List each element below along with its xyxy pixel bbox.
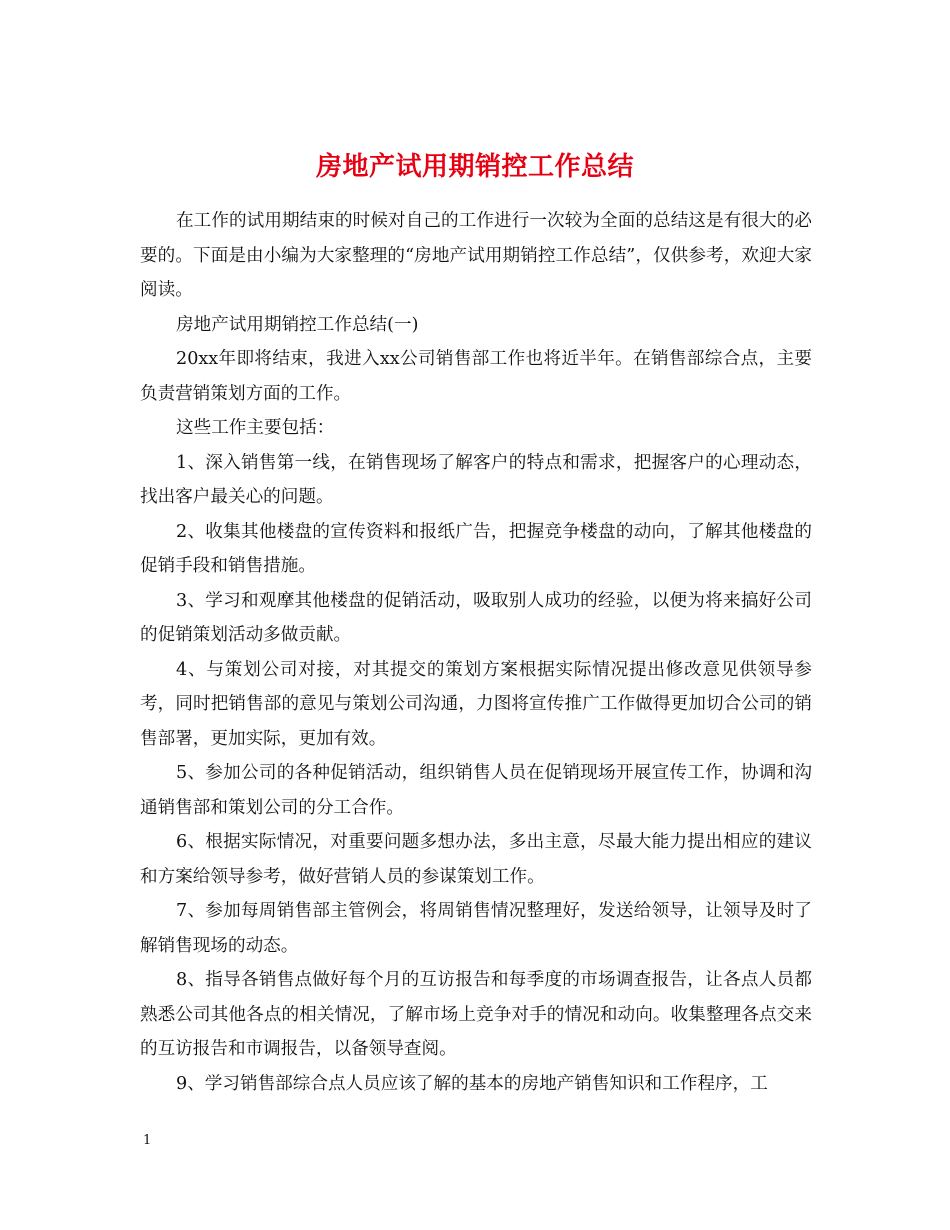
page-number: 1 — [143, 1133, 152, 1148]
list-item: 4、与策划公司对接，对其提交的策划方案根据实际情况提出修改意见供领导参考，同时把销售部的意见与策划公司沟通，力图将宣传推广工作做得更加切合公司的销售部署，更加实际，更加有效。 — [140, 659, 812, 749]
list-item: 5、参加公司的各种促销活动，组织销售人员在促销现场开展宣传工作，协调和沟通销售部和策划公司的分工合作。 — [140, 763, 812, 818]
paragraph: 20xx年即将结束，我进入xx公司销售部工作也将近半年。在销售部综合点，主要负责营销策划方面的工作。 — [140, 349, 812, 404]
list-item: 1、深入销售第一线，在销售现场了解客户的特点和需求，把握客户的心理动态，找出客户最关心的问题。 — [140, 452, 812, 507]
list-item: 8、指导各销售点做好每个月的互访报告和每季度的市场调查报告，让各点人员都熟悉公司其他各点的相关情况，了解市场上竞争对手的情况和动向。收集整理各点交来的互访报告和市调报告，以备领导查阅。 — [140, 970, 812, 1059]
list-item: 7、参加每周销售部主管例会，将周销售情况整理好，发送给领导，让领导及时了解销售现场的动态。 — [140, 901, 812, 956]
list-item: 2、收集其他楼盘的宣传资料和报纸广告，把握竞争楼盘的动向，了解其他楼盘的促销手段和销售措施。 — [140, 521, 812, 576]
list-item: 9、学习销售部综合点人员应该了解的基本的房地产销售知识和工作程序，工 — [176, 1073, 768, 1094]
document-title: 房地产试用期销控工作总结 — [315, 152, 634, 183]
list-item: 6、根据实际情况，对重要问题多想办法，多出主意，尽最大能力提出相应的建议和方案给领导参考，做好营销人员的参谋策划工作。 — [140, 832, 812, 887]
section-heading: 房地产试用期销控工作总结(一) — [176, 314, 419, 335]
list-item: 3、学习和观摩其他楼盘的促销活动，吸取别人成功的经验，以便为将来搞好公司的促销策划活动多做贡献。 — [140, 590, 812, 645]
paragraph: 在工作的试用期结束的时候对自己的工作进行一次较为全面的总结这是有很大的必要的。下面是由小编为大家整理的“房地产试用期销控工作总结”，仅供参考，欢迎大家阅读。 — [140, 211, 812, 300]
document-body — [140, 204, 812, 1101]
paragraph: 这些工作主要包括： — [176, 418, 335, 438]
